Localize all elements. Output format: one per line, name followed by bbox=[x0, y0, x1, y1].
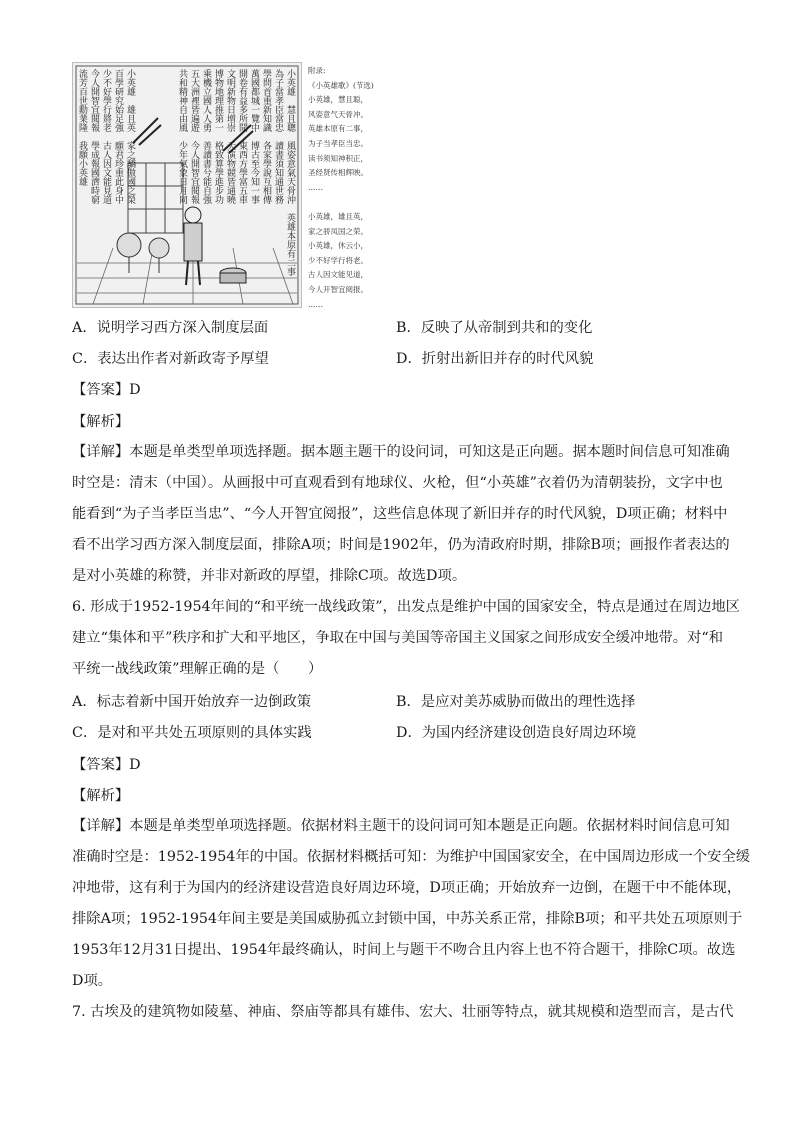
figure-text-col: 小英雄 雄且英 家之驕傲國之榮 bbox=[125, 69, 135, 204]
q6-detail-line: 冲地带，这有利于为国内的经济建设营造良好周边环境，D项正确；开始放弃一边倒，在题干中不能体现， bbox=[72, 880, 742, 896]
poem-line: 读书须知神积正， bbox=[308, 153, 368, 163]
q6-detail-line: 排除A项；1952-1954年间主要是美国威胁孤立封锁中国，中苏关系正常，排除B项；和平共处五项原则于 bbox=[72, 911, 743, 927]
q6-option-c: C．是对和平共处五项原则的具体实践 bbox=[72, 725, 312, 741]
q5-detail-line: 时空是：清末（中国）。从画报中可直观看到有地球仪、火枪，但“小英雄”衣着仍为清朝装扮，文字中也 bbox=[72, 475, 723, 491]
q5-analysis-title: 【解析】 bbox=[72, 414, 130, 430]
q6-stem-line: 6. 形成于1952-1954年间的“和平统一战线政策”，出发点是维护中国的国家安全，特点是通过在周边地区 bbox=[72, 599, 740, 615]
figure-text-col: 五大洲裡皆遍遊 今人開智宜閱報 bbox=[189, 69, 199, 204]
q7-stem-line: 7. 古埃及的建筑物如陵墓、神庙、祭庙等都具有雄伟、宏大、壮丽等特点，就其规模和造型而言，是古代 bbox=[72, 1004, 734, 1020]
poem-line: 少不好学行将老。 bbox=[308, 255, 368, 265]
q6-option-d: D．为国内经济建设创造良好周边环境 bbox=[396, 725, 637, 741]
newspaper-illustration bbox=[72, 62, 302, 308]
figure-text-col: 乘機立國人人勇 善讀書兮能自強 bbox=[201, 69, 211, 204]
q6-detail-line: 【详解】本题是单类型单项选择题。依据材料主题干的设问词可知本题是正向题。依据材料时间信息可知 bbox=[72, 818, 730, 834]
figure-text-col: 開卷有益多所聞 東西方學富五車 bbox=[237, 69, 247, 204]
poem-line: …… bbox=[308, 299, 323, 309]
poem-line: 附录: bbox=[308, 66, 326, 75]
figure-text-col: 學問首重新知識 各家學說互相傳 bbox=[261, 69, 271, 204]
poem-line: 小英雄，雄且英， bbox=[308, 211, 368, 221]
figure-text-col: 博物地理推第一 格致算學進步功 bbox=[213, 69, 223, 204]
q6-analysis-title: 【解析】 bbox=[72, 788, 130, 804]
q6-detail-line: 准确时空是：1952-1954年的中国。依据材料概括可知：为维护中国国家安全，在中国周边形成一个安全缓 bbox=[72, 849, 751, 865]
figure-text-col: 為子當孝臣當忠 讀書須知通世務 bbox=[273, 69, 283, 204]
poem-line: 圣经贤传相辉映。 bbox=[308, 168, 368, 178]
figure-text-col: 文明新物日增崇 天演物競皆通曉 bbox=[225, 69, 235, 204]
figure-text-col: 萬國都城一覽中 博古至今知一事 bbox=[249, 69, 259, 204]
poem-line: 今人开智宜阅报。 bbox=[308, 284, 368, 294]
q5-option-a: A．说明学习西方深入制度层面 bbox=[72, 320, 269, 336]
figure-text-col: 流芳百世勳業隆 我願小英雄 bbox=[77, 69, 87, 186]
poem-line: 为子当孝臣当忠。 bbox=[308, 138, 368, 148]
poem-line: 古人因文能见道， bbox=[308, 270, 368, 280]
poem-line: 英雄本原有二事， bbox=[308, 124, 368, 134]
poem-line: …… bbox=[308, 182, 323, 192]
q5-answer: 【答案】D bbox=[72, 382, 141, 398]
q6-stem-line: 建立“集体和平”秩序和扩大和平地区，争取在中国与美国等帝国主义国家之间形成安全缓冲地带。对“和 bbox=[72, 630, 723, 646]
q6-detail-line: 1953年12月31日提出、1954年最终确认，时间上与题干不吻合且内容上也不符合题干，排除C项。故选 bbox=[72, 942, 736, 958]
figure-text-col: 少不好學行將老 古人因文能見道 bbox=[101, 69, 111, 204]
poem-line bbox=[308, 195, 408, 210]
q5-detail-line: 是对小英雄的称赞，并非对新政的厚望，排除C项。故选D项。 bbox=[72, 568, 467, 584]
figure-text-col: 百學研究始足強 願君珍重此身中 bbox=[113, 69, 123, 204]
poem-line: 风姿意气天骨冲。 bbox=[308, 109, 368, 119]
q5-option-c: C．表达出作者对新政寄予厚望 bbox=[72, 351, 269, 367]
poem-line: 家之骄凤国之荣。 bbox=[308, 226, 368, 236]
q6-answer: 【答案】D bbox=[72, 757, 141, 773]
figure-text-col: 今人開智宜閱報 學成報國濟時窮 bbox=[89, 69, 99, 204]
q5-detail-line: 【详解】本题是单类型单项选择题。据本题主题干的设问词，可知这是正向题。据本题时间信息可知准确 bbox=[72, 444, 730, 460]
figure-text-col: 共和精神自由風 少年氣象日月同 bbox=[177, 69, 187, 204]
q6-option-a: A．标志着新中国开始放弃一边倒政策 bbox=[72, 694, 312, 710]
q6-detail-line: D项。 bbox=[72, 973, 113, 989]
figure-text-col: 小英雄 慧且聰 風姿意氣天骨沖 英雄本原有二事 bbox=[285, 69, 295, 276]
q6-option-b: B．是应对美苏威胁而做出的理性选择 bbox=[396, 694, 636, 710]
q5-detail-line: 能看到“为子当孝臣当忠”、“今人开智宜阅报”，这些信息体现了新旧并存的时代风貌，D项正确；材料中 bbox=[72, 506, 728, 522]
poem-line: 小英雄，慧且聪， bbox=[308, 95, 368, 105]
q5-option-d: D．折射出新旧并存的时代风貌 bbox=[396, 351, 594, 367]
q5-detail-line: 看不出学习西方深入制度层面，排除A项；时间是1902年，仍为清政府时期，排除B项；画报作者表达的 bbox=[72, 537, 730, 553]
poem-line: 小英雄，休云小， bbox=[308, 241, 368, 251]
poem-line: 《小英雄歌》(节选) bbox=[308, 80, 374, 90]
q5-option-b: B．反映了从帝制到共和的变化 bbox=[396, 320, 593, 336]
poem-excerpt bbox=[308, 64, 408, 312]
q6-stem-line: 平统一战线政策”理解正确的是（ ） bbox=[72, 661, 323, 677]
